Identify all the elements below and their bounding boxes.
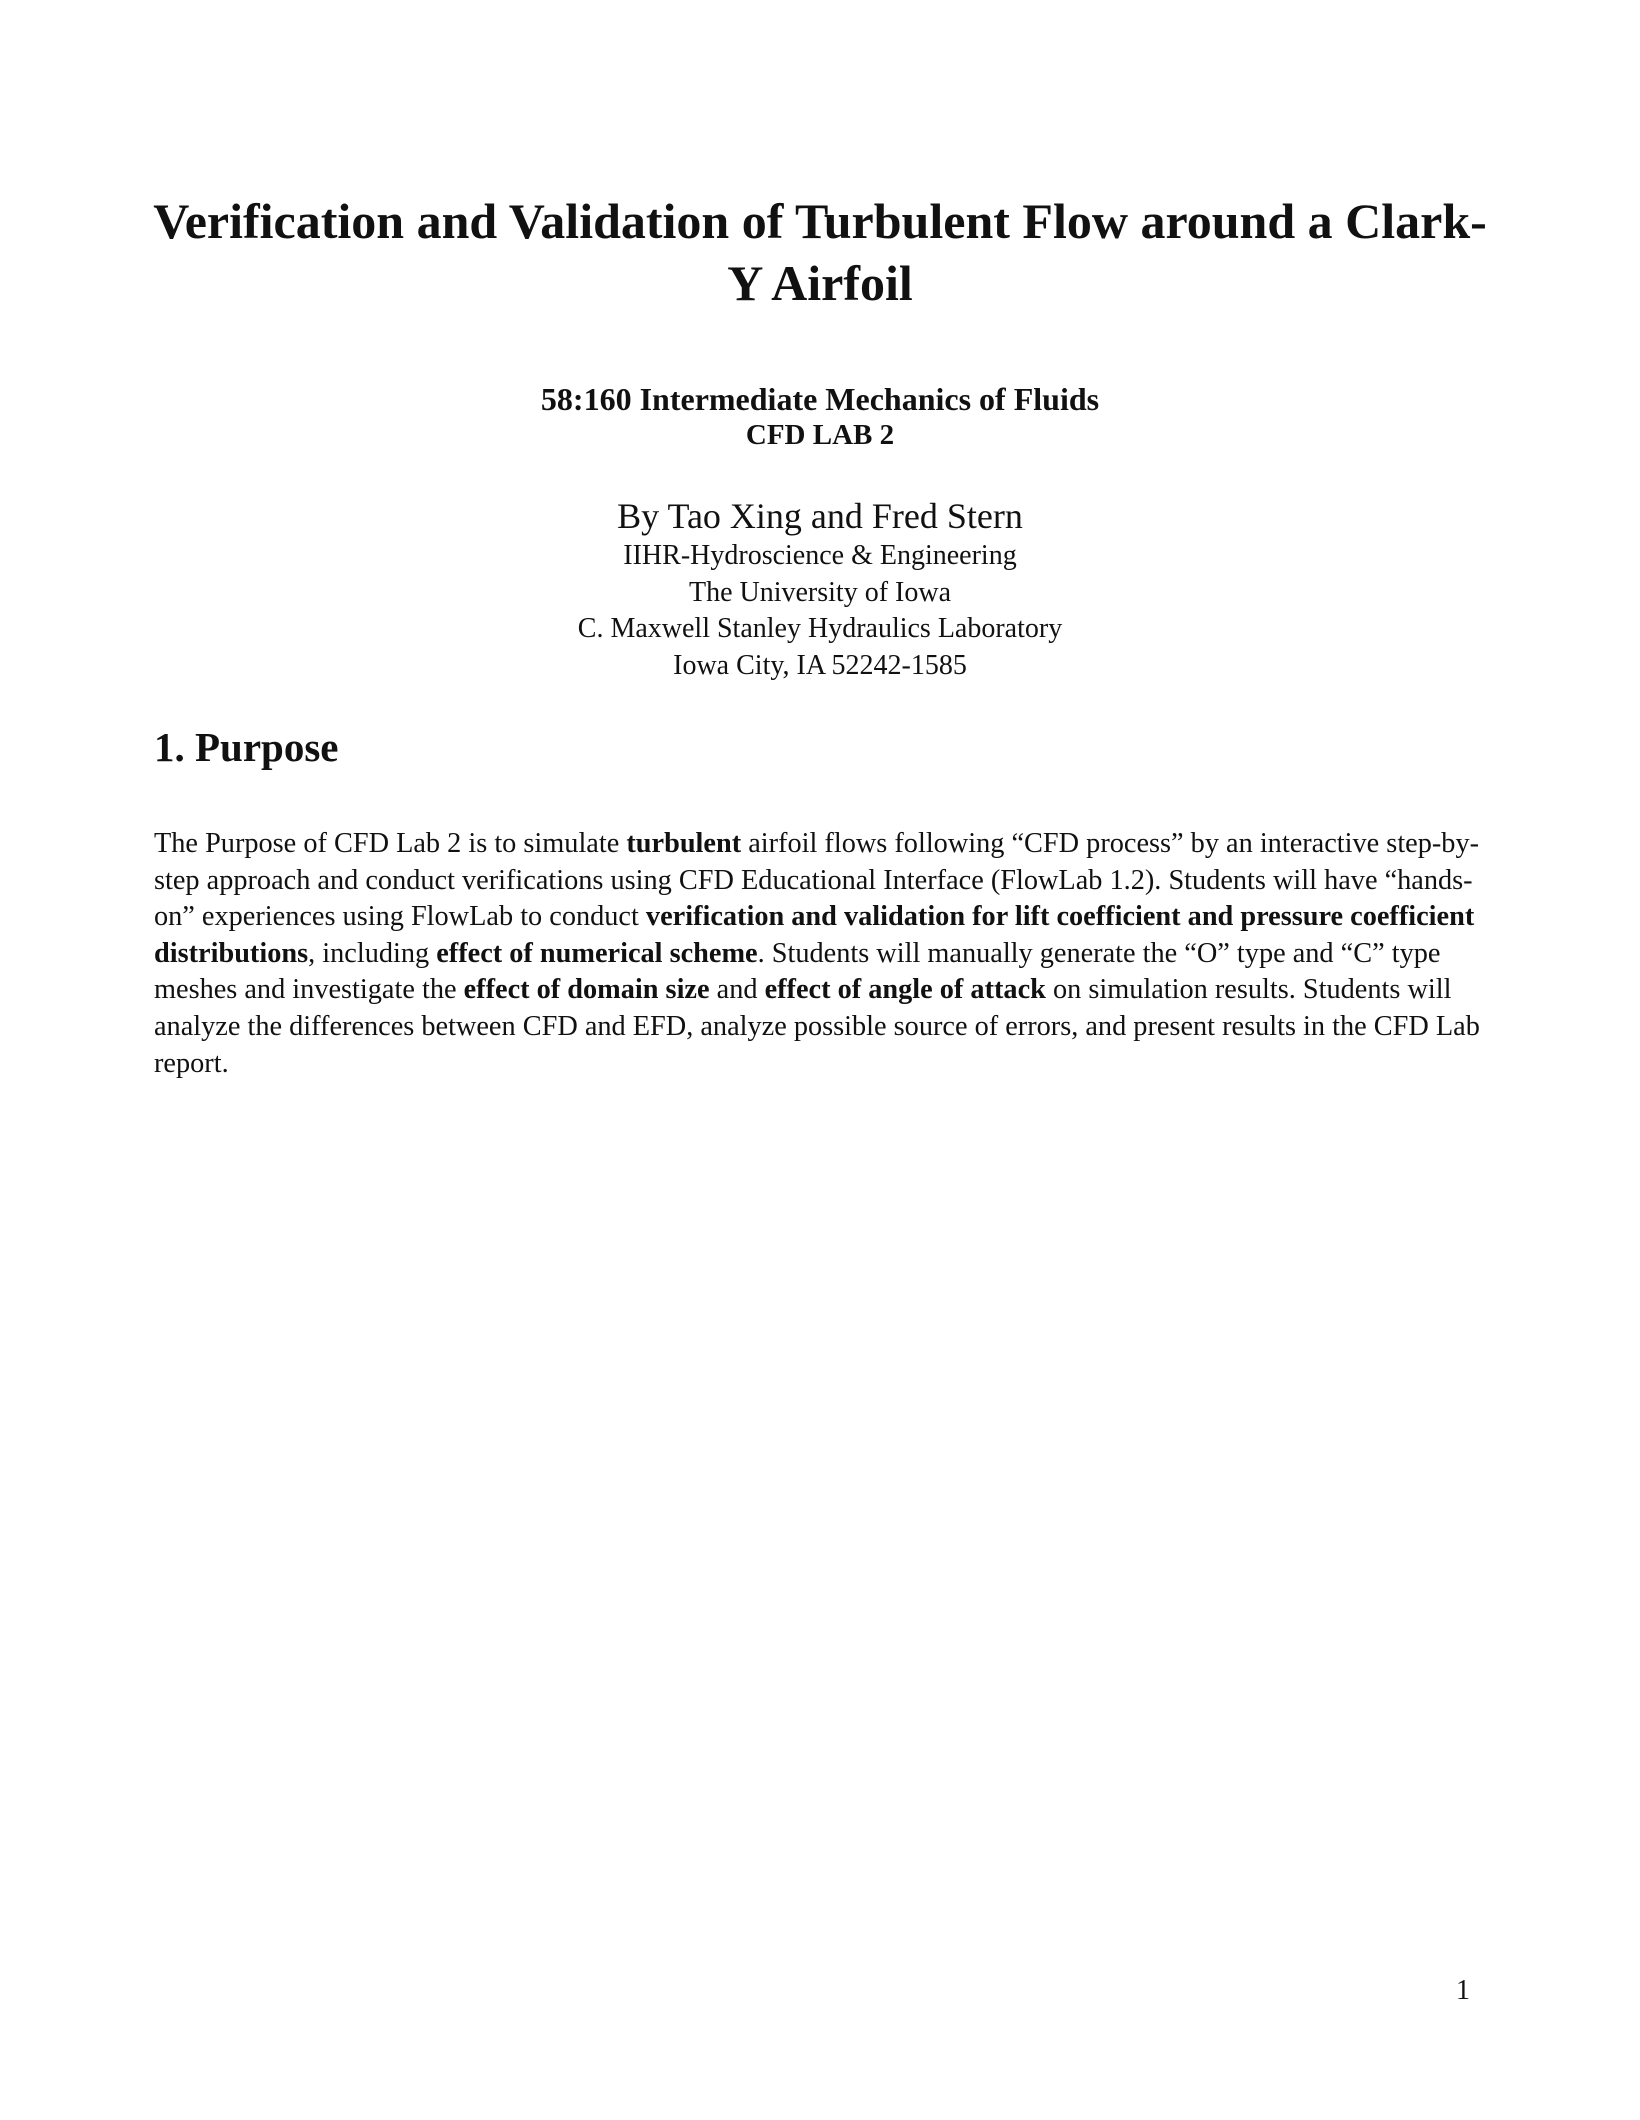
paragraph-run-bold: effect of numerical scheme [436, 937, 758, 969]
page-number: 1 [1456, 1975, 1470, 2006]
paragraph-run: and [709, 974, 765, 1006]
purpose-paragraph [154, 826, 1480, 1082]
affiliation-line: The University of Iowa [688, 576, 952, 608]
paragraph-run: The Purpose of CFD Lab 2 is to simulate [154, 828, 627, 859]
paragraph-run: on simulation results. Students will analyze the differences between CFD and EFD, analyze possible source of errors, and present results in the CFD Lab report. [154, 974, 1480, 1079]
affiliation-line: C. Maxwell Stanley Hydraulics Laboratory [577, 613, 1063, 644]
paragraph-run: airfoil flows following “CFD process” by an interactive step-by-step approach and conduct verifications using CFD Educational Interface (FlowLab 1.2). Students will have “hands-on” experiences using FlowLab to conduct [154, 828, 1480, 933]
document-title: Verification and Validation of Turbulent Flow around a Clark-Y Airfoil [153, 193, 1487, 311]
course-name: 58:160 Intermediate Mechanics of Fluids [540, 381, 1100, 417]
affiliation-line: IIHR-Hydroscience & Engineering [623, 540, 1017, 571]
paragraph-run-bold: effect of angle of attack [764, 974, 1046, 1006]
affiliation-line: Iowa City, IA 52242-1585 [673, 649, 967, 681]
paragraph-run-bold: turbulent [626, 828, 742, 859]
affiliation-block [420, 538, 1220, 684]
lab-name: CFD LAB 2 [745, 419, 895, 451]
paragraph-run: , including [308, 937, 437, 969]
paragraph-run-bold: effect of domain size [463, 974, 710, 1006]
section-heading-purpose: 1. Purpose [154, 724, 339, 770]
authors: By Tao Xing and Fred Stern [617, 496, 1023, 536]
paragraph-run: . Students will manually generate the “O” type and “C” type meshes and investigate the [154, 937, 1441, 1006]
paragraph-run-bold: verification and validation for lift coefficient and pressure coefficient distributions [154, 901, 1475, 969]
